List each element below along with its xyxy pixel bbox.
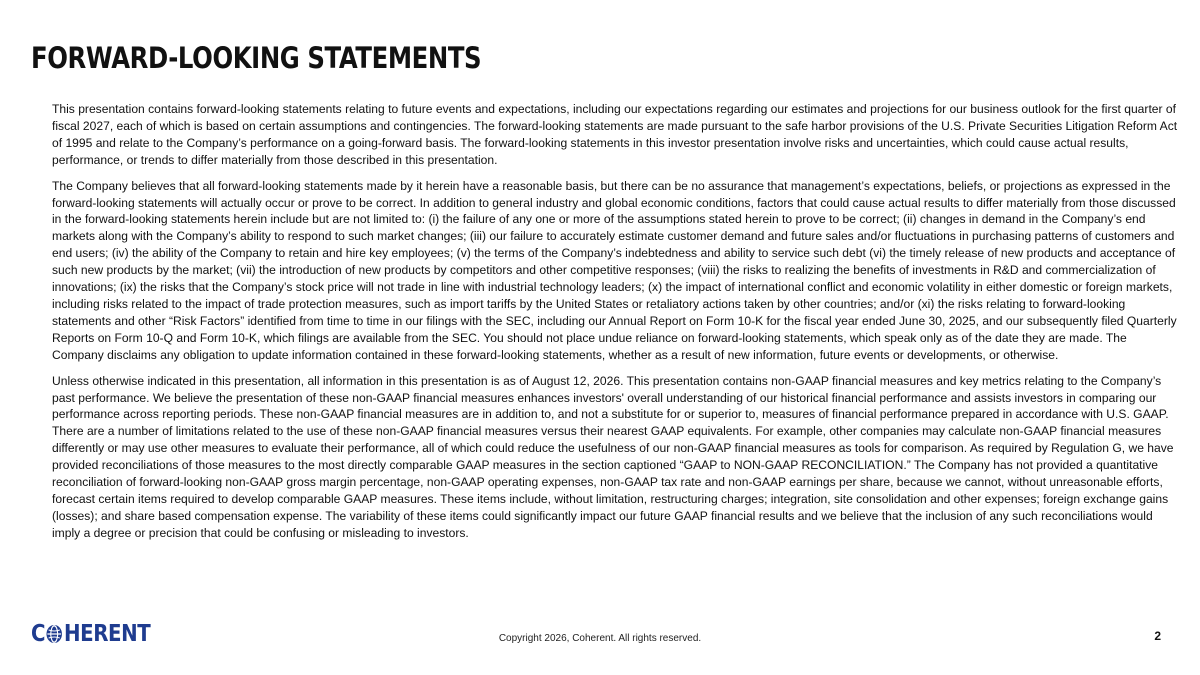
slide-title: FORWARD-LOOKING STATEMENTS — [31, 41, 482, 75]
disclaimer-body — [52, 101, 1178, 551]
copyright-notice: Copyright 2026, Coherent. All rights reserved. — [498, 633, 702, 644]
paragraph-non-gaap: Unless otherwise indicated in this presentation, all information in this presentation is as of August 12, 2026. This presentation contains non-GAAP financial measures and key metrics relating to the Company’s past performance. We believe the presentation of these non-GAAP financial measures enhances investors' overall understanding of our historical financial performance and assists investors in comparing our performance across reporting periods. These non-GAAP financial measures are in addition to, and not a substitute for or superior to, measures of financial performance prepared in accordance with U.S. GAAP. There are a number of limitations related to the use of these non-GAAP financial measures versus their nearest GAAP equivalents. For example, other companies may calculate non-GAAP financial measures differently or may use other measures to evaluate their performance, all of which could reduce the usefulness of our non-GAAP financial measures as tools for comparison. As required by Regulation G, we have provided reconciliations of those measures to the most directly comparable GAAP measures in the section captioned “GAAP to NON-GAAP RECONCILIATION.” The Company has not provided a quantitative reconciliation of forward-looking non-GAAP gross margin percentage, non-GAAP operating expenses, non-GAAP tax rate and non-GAAP earnings per share, because we cannot, without unreasonable efforts, forecast certain items required to develop comparable GAAP measures. These items include, without limitation, restructuring charges; integration, site consolidation and other expenses; foreign exchange gains (losses); and share based compensation expense. The variability of these items could significantly impact our future GAAP financial results and we believe that the inclusion of any such reconciliations would imply a degree or precision that could be confusing or misleading to investors. — [52, 373, 1174, 540]
paragraph-risk-factors: The Company believes that all forward-looking statements made by it herein have a reasonable basis, but there can be no assurance that management’s expectations, beliefs, or projections as expressed in the forward-looking statements will actually occur or prove to be correct. In addition to general industry and global economic conditions, factors that could cause actual results to differ materially from those discussed in the forward-looking statements herein include but are not limited to: (i) the failure of any one or more of the assumptions stated herein to prove to be correct; (ii) changes in demand in the Company’s end markets along with the Company’s ability to respond to such market changes; (iii) our failure to accurately estimate customer demand and future sales and/or fluctuations in purchasing patterns of customers and end users; (iv) the ability of the Company to retain and hire key employees; (v) the terms of the Company’s indebtedness and ability to service such debt (vi) the timely release of new products and acceptance of such new products by the market; (vii) the introduction of new products by competitors and other competitive responses; (viii) the risks to realizing the benefits of investments in R&D and commercialization of innovations; (ix) the risks that the Company’s stock price will not trade in line with industrial technology leaders; (x) the impact of international conflict and economic volatility in either domestic or foreign markets, including risks related to the impact of trade protection measures, such as import tariffs by the United States or retaliatory actions taken by other countries; and/or (xi) the risks relating to forward-looking statements and other “Risk Factors” identified from time to time in our filings with the SEC, including our Annual Report on Form 10-K for the fiscal year ended June 30, 2025, and our subsequently filed Quarterly Reports on Form 10-Q and Form 10-K, which filings are available from the SEC. You should not place undue reliance on forward-looking statements, which speak only as of the date they are made. The Company disclaims any obligation to update information contained in these forward-looking statements, whether as a result of new information, future events or developments, or otherwise. — [52, 178, 1177, 362]
page-number: 2 — [1154, 629, 1161, 643]
logo-text-end: HERENT — [64, 621, 151, 647]
logo-text-start: C — [31, 621, 46, 647]
paragraph-forward-looking-intro: This presentation contains forward-looking statements relating to future events and expectations, including our expectations regarding our estimates and projections for our business outlook for the first quarter of fiscal 2027, each of which is based on certain assumptions and contingencies. The forward-looking statements are made pursuant to the safe harbor provisions of the U.S. Private Securities Litigation Reform Act of 1995 and relate to the Company’s performance on a going-forward basis. The forward-looking statements in this investor presentation involve risks and uncertainties, which could cause actual results, performance, or trends to differ materially from those described in this presentation. — [52, 102, 1178, 167]
